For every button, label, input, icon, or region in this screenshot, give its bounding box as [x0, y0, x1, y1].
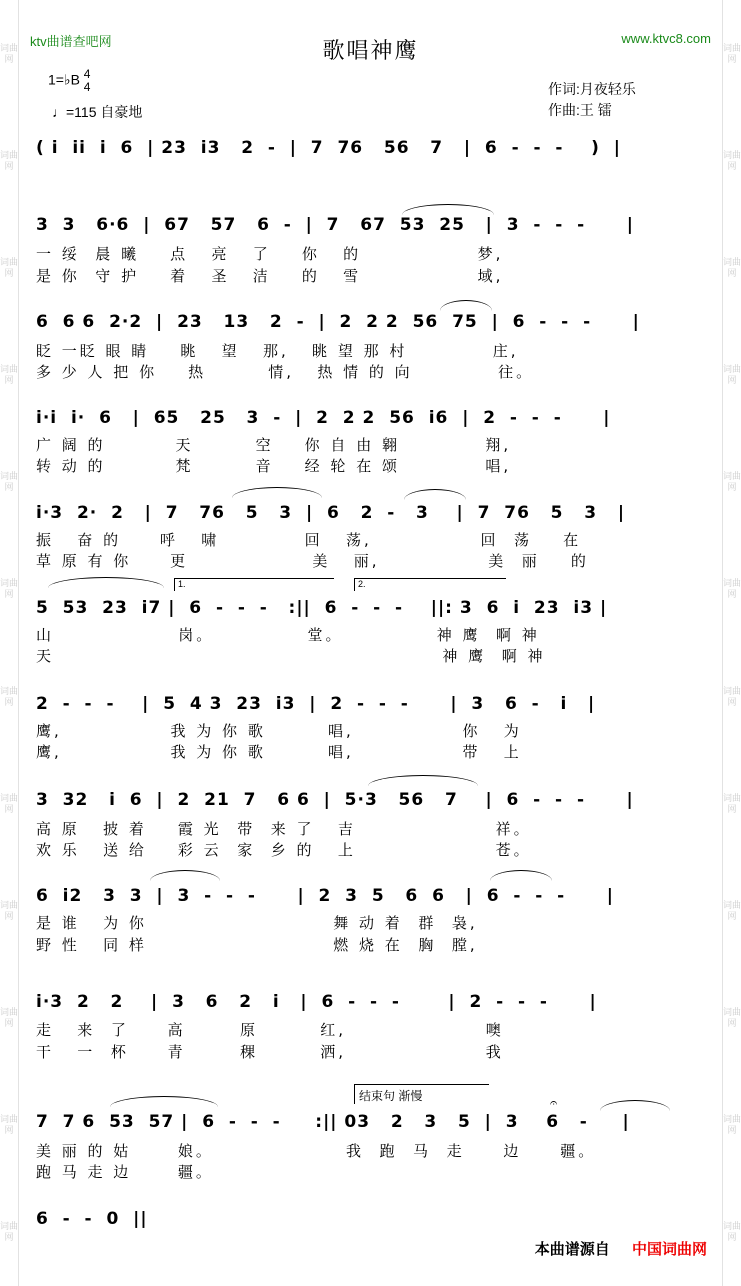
slur	[150, 870, 220, 881]
lyric-line: 欢 乐 送 给 彩 云 家 乡 的 上 苍。	[36, 841, 532, 859]
fermata-icon: 𝄐	[550, 1095, 558, 1110]
slur	[402, 204, 494, 215]
source-label: 本曲谱源自	[534, 1241, 610, 1258]
slur	[368, 775, 478, 786]
key-signature: 1=♭B 4 4	[48, 67, 91, 94]
slur	[600, 1100, 670, 1111]
time-signature-top: 4	[83, 67, 91, 81]
slur	[404, 489, 466, 500]
notation-row: 6 - - 0 ||	[36, 1209, 148, 1229]
notation-row: 6 6 6 2·2 | 23 13 2 - | 2 2 2 56 75 | 6 - - - |	[36, 312, 640, 332]
notation-row: 6 i2 3 3 | 3 - - - | 2 3 5 6 6 | 6 - - - |	[36, 886, 614, 906]
slur	[110, 1096, 218, 1107]
source-credit	[535, 1238, 707, 1259]
volta-first-ending: 1.	[174, 578, 334, 591]
lyric-line: 是 谁 为 你 舞 动 着 群 袅,	[36, 914, 478, 932]
lyric-line: 转 动 的 梵 音 经 轮 在 颂 唱,	[36, 457, 512, 475]
lyric-line: 多 少 人 把 你 热 情, 热 情 的 向 往。	[36, 363, 535, 381]
site-label-right: www.ktvc8.com	[621, 31, 711, 46]
lyricist-credit: 作词:月夜轻乐	[548, 81, 636, 97]
lyric-line: 野 性 同 样 燃 烧 在 胸 膛,	[36, 936, 478, 954]
composer-credit: 作曲:王 镭	[548, 102, 612, 118]
lyric-line: 草 原 有 你 更 美 丽, 美 丽 的	[36, 552, 589, 570]
lyric-line: 一 绥 晨 曦 点 亮 了 你 的 梦,	[36, 245, 504, 263]
lyric-line: 振 奋 的 呼 啸 回 荡, 回 荡 在	[36, 531, 582, 549]
site-label-left: ktv曲谱查吧网	[30, 34, 112, 49]
lyric-line: 广 阔 的 天 空 你 自 由 翱 翔,	[36, 436, 512, 454]
time-signature-bottom: 4	[83, 80, 91, 94]
notation-row: i·3 2· 2 | 7 76 5 3 | 6 2 - 3 | 7 76 5 3 |	[36, 503, 626, 523]
lyric-line: 鹰, 我 为 你 歌 唱, 带 上	[36, 743, 522, 761]
slur	[490, 870, 552, 881]
notation-row: 3 3 6·6 | 67 57 6 - | 7 67 53 25 | 3 - - - |	[36, 215, 634, 235]
coda-label: 结束句 渐慢	[354, 1084, 489, 1104]
lyric-line: 高 原 披 着 霞 光 带 来 了 吉 祥。	[36, 820, 532, 838]
lyric-line: 山 岗。 堂。 神 鹰 啊 神	[36, 626, 540, 644]
watermark-strip-right: 词曲网 词曲网 词曲网 词曲网 词曲网 词曲网 词曲网 词曲网 词曲网 词曲网 词曲网 词曲网	[722, 0, 741, 1286]
notation-row: i·3 2 2 | 3 6 2 i | 6 - - - | 2 - - - |	[36, 992, 597, 1012]
source-site-link[interactable]: 中国词曲网	[631, 1241, 707, 1258]
watermark-strip-left: 词曲网 词曲网 词曲网 词曲网 词曲网 词曲网 词曲网 词曲网 词曲网 词曲网 词曲网 词曲网	[0, 0, 19, 1286]
volta-second-ending: 2.	[354, 578, 506, 591]
notation-row: 5 53 23 i7 | 6 - - - :|| 6 - - - ||: 3 6 i 23 i3 |	[36, 598, 608, 618]
notation-row: 2 - - - | 5 4 3 23 i3 | 2 - - - | 3 6 - i |	[36, 694, 596, 714]
notation-row: ( i ii i 6 | 23 i3 2 - | 7 76 56 7 | 6 - - - ) |	[36, 138, 621, 158]
lyric-line: 干 一 杯 青 稞 洒, 我	[36, 1043, 504, 1061]
lyric-line: 鹰, 我 为 你 歌 唱, 你 为	[36, 722, 522, 740]
lyric-line: 天 神 鹰 啊 神	[36, 647, 546, 665]
lyric-line: 走 来 了 高 原 红, 噢	[36, 1021, 504, 1039]
lyric-line: 跑 马 走 边 疆。	[36, 1163, 214, 1181]
notation-row: i·i i· 6 | 65 25 3 - | 2 2 2 56 i6 | 2 - - - |	[36, 408, 611, 428]
tempo-marking: ♩=115 自豪地	[52, 104, 143, 120]
slur	[232, 487, 322, 498]
slur	[48, 577, 164, 588]
lyric-line: 眨 一眨 眼 睛 眺 望 那, 眺 望 那 村 庄,	[36, 342, 519, 360]
lyric-line: 美 丽 的 姑 娘。 我 跑 马 走 边 疆。	[36, 1142, 597, 1160]
notation-row: 7 7 6 53 57 | 6 - - - :|| 03 2 3 5 | 3 6 - |	[36, 1112, 630, 1132]
slur	[440, 300, 492, 311]
notation-row: 3 32 i 6 | 2 21 7 6 6 | 5·3 56 7 | 6 - - - |	[36, 790, 634, 810]
lyric-line: 是 你 守 护 着 圣 洁 的 雪 域,	[36, 267, 504, 285]
song-title: 歌唱神鹰	[322, 39, 419, 64]
